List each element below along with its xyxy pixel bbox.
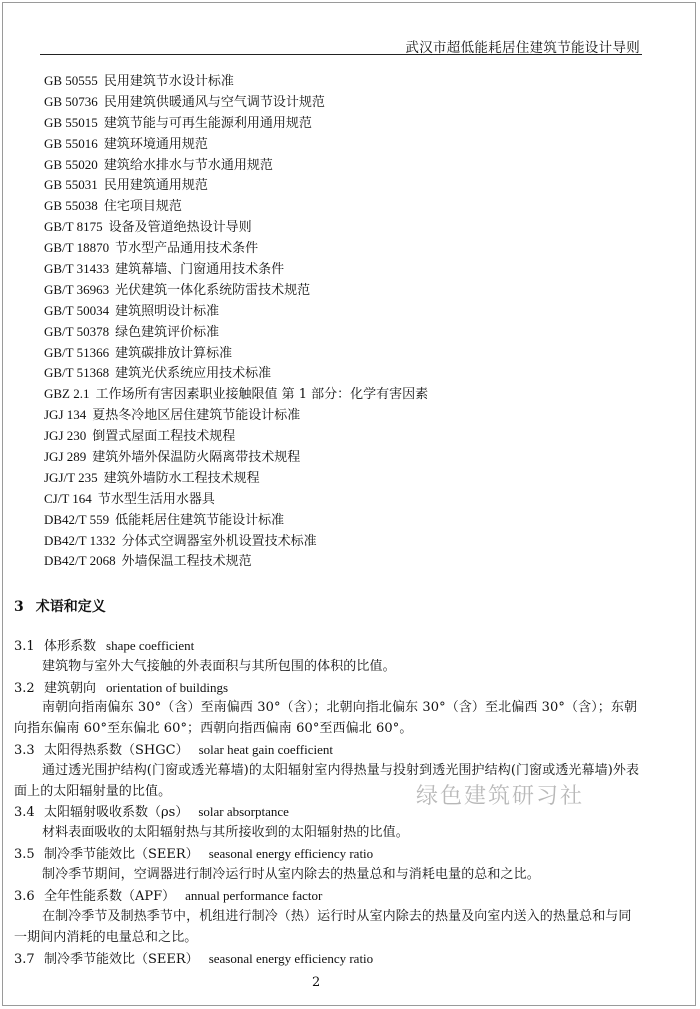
standard-name: 民用建筑通用规范 [103, 178, 208, 194]
list-item [44, 531, 428, 552]
term-english: orientation of buildings [106, 680, 229, 695]
list-item [44, 301, 428, 322]
term-english: annual performance factor [185, 888, 323, 903]
standard-code: GB/T 18870 [44, 240, 110, 256]
term-heading [14, 886, 322, 908]
term-number: 3.5 [14, 847, 35, 862]
list-item [44, 134, 428, 155]
standard-code: GB 55020 [44, 156, 98, 172]
standard-name: 建筑幕墙、门窗通用技术条件 [115, 262, 285, 278]
list-item [44, 468, 428, 489]
term-number: 3.4 [14, 805, 35, 820]
standard-code: GB 50555 [44, 73, 98, 88]
section-title: 术语和定义 [35, 599, 106, 615]
standard-name: 设备及管道绝热设计导则 [108, 220, 252, 236]
standard-name: 建筑外墙外保温防火隔离带技术规程 [92, 450, 301, 466]
standard-code: GB/T 31433 [44, 261, 110, 277]
term-english: seasonal energy efficiency ratio [208, 951, 374, 966]
standard-code: JGJ 230 [44, 428, 87, 444]
term-english: seasonal energy efficiency ratio [208, 846, 374, 861]
term-definition: 通过透光围护结构(门窗或透光幕墙)的太阳辐射室内得热量与投射到透光围护结构(门窗或透光幕墙)外表面上的太阳辐射量的比值。 [14, 763, 640, 799]
standard-name: 住宅项目规范 [103, 199, 182, 215]
list-item [44, 92, 428, 113]
standard-name: 民用建筑供暖通风与空气调节设计规范 [103, 94, 325, 110]
watermark: 绿色建筑研习社 [416, 784, 585, 809]
term-chinese: 太阳得热系数（SHGC） [44, 743, 189, 758]
list-item [44, 280, 428, 301]
standard-name: 建筑外墙防水工程技术规程 [103, 470, 260, 486]
standard-code: GBZ 2.1 [44, 386, 90, 402]
standard-name: 建筑环境通用规范 [103, 136, 208, 152]
list-item [44, 384, 428, 405]
standard-name: 光伏建筑一体化系统防雷技术规范 [115, 282, 311, 298]
standard-name: 分体式空调器室外机设置技术标准 [121, 533, 317, 549]
term-heading [14, 844, 373, 866]
standard-name: 节水型生活用水器具 [97, 491, 215, 507]
term-english: shape coefficient [106, 638, 195, 653]
standard-code: GB/T 50378 [44, 323, 110, 339]
page-header-title: 武汉市超低能耗居住建筑节能设计导则 [405, 40, 640, 56]
list-item [44, 322, 428, 343]
standard-code: CJ/T 164 [44, 490, 92, 506]
term-definition: 在制冷季节及制热季节中，机组进行制冷（热）运行时从室内除去的热量及向室内送入的热量总和与同一期间内消耗的电量总和之比。 [14, 909, 632, 945]
term-number: 3.3 [14, 743, 35, 758]
standard-code: GB 50736 [44, 93, 98, 109]
standard-name: 节水型产品通用技术条件 [115, 241, 259, 257]
list-item [44, 217, 428, 238]
page-number: 2 [312, 975, 321, 990]
standard-name: 建筑照明设计标准 [115, 303, 220, 319]
term-number: 3.1 [14, 639, 35, 654]
list-item [44, 175, 428, 196]
list-item [44, 405, 428, 426]
term-definition: 南朝向指南偏东 30°（含）至南偏西 30°（含）；北朝向指北偏东 30°（含）至北偏西 30°（含）；东朝向指东偏南 60°至东偏北 60°；西朝向指西偏南 60°至西偏北 60°。 [14, 700, 638, 736]
list-item [44, 71, 428, 92]
term-definition: 制冷季节期间，空调器进行制冷运行时从室内除去的热量总和与消耗电量的总和之比。 [42, 867, 540, 882]
standard-code: GB/T 51368 [44, 365, 110, 381]
standard-name: 外墙保温工程技术规范 [121, 554, 252, 570]
list-item [44, 196, 428, 217]
standard-code: GB 55015 [44, 114, 98, 130]
term-heading [14, 740, 333, 762]
standard-name: 建筑节能与可再生能源利用通用规范 [103, 115, 312, 131]
list-item [44, 238, 428, 259]
standard-code: DB42/T 559 [44, 511, 110, 527]
term-number: 3.2 [14, 681, 35, 696]
section-number: 3 [14, 599, 24, 615]
term-definition: 材料表面吸收的太阳辐射热与其所接收到的太阳辐射热的比值。 [42, 825, 409, 840]
term-chinese: 制冷季节能效比（SEER） [44, 952, 199, 967]
term-heading [14, 949, 373, 971]
standard-code: GB 55016 [44, 135, 98, 151]
standard-name: 倒置式屋面工程技术规程 [92, 429, 236, 445]
standards-list [44, 71, 428, 572]
list-item [44, 489, 428, 510]
term-english: solar heat gain coefficient [198, 742, 333, 757]
standard-code: GB/T 8175 [44, 219, 103, 235]
term-chinese: 太阳辐射吸收系数（ρs） [44, 805, 189, 820]
header-divider [40, 54, 642, 55]
list-item [44, 259, 428, 280]
list-item [44, 426, 428, 447]
standard-code: GB 55038 [44, 198, 98, 214]
term-chinese: 体形系数 [44, 639, 97, 654]
standard-code: GB/T 50034 [44, 302, 110, 318]
standard-code: GB 55031 [44, 177, 98, 193]
term-number: 3.7 [14, 952, 35, 967]
standard-name: 建筑光伏系统应用技术标准 [115, 366, 272, 382]
section-heading [14, 596, 106, 616]
term-chinese: 全年性能系数（APF） [44, 889, 176, 904]
standard-code: GB/T 51366 [44, 344, 110, 360]
standard-code: JGJ/T 235 [44, 469, 98, 485]
term-definition: 建筑物与室外大气接触的外表面积与其所包围的体积的比值。 [42, 659, 396, 674]
standard-code: JGJ 289 [44, 449, 87, 465]
list-item [44, 343, 428, 364]
standard-name: 夏热冬冷地区居住建筑节能设计标准 [92, 408, 301, 424]
standard-name: 工作场所有害因素职业接触限值 第 1 部分：化学有害因素 [95, 387, 429, 403]
term-chinese: 制冷季节能效比（SEER） [44, 847, 199, 862]
list-item [44, 363, 428, 384]
standard-name: 低能耗居住建筑节能设计标准 [115, 512, 285, 528]
standard-name: 建筑给水排水与节水通用规范 [103, 157, 273, 173]
list-item [44, 510, 428, 531]
list-item [44, 113, 428, 134]
list-item [44, 155, 428, 176]
standard-name: 绿色建筑评价标准 [115, 324, 220, 340]
term-heading [14, 802, 289, 824]
standard-code: DB42/T 2068 [44, 553, 116, 569]
standard-code: GB/T 36963 [44, 281, 110, 297]
term-english: solar absorptance [198, 804, 289, 819]
term-heading [14, 678, 228, 700]
standard-name: 建筑碳排放计算标准 [115, 345, 233, 361]
standard-code: JGJ 134 [44, 407, 87, 423]
list-item [44, 551, 428, 572]
term-number: 3.6 [14, 889, 35, 904]
standard-name: 民用建筑节水设计标准 [103, 74, 234, 89]
list-item [44, 447, 428, 468]
term-chinese: 建筑朝向 [44, 681, 97, 696]
standard-code: DB42/T 1332 [44, 532, 116, 548]
term-heading [14, 636, 194, 658]
